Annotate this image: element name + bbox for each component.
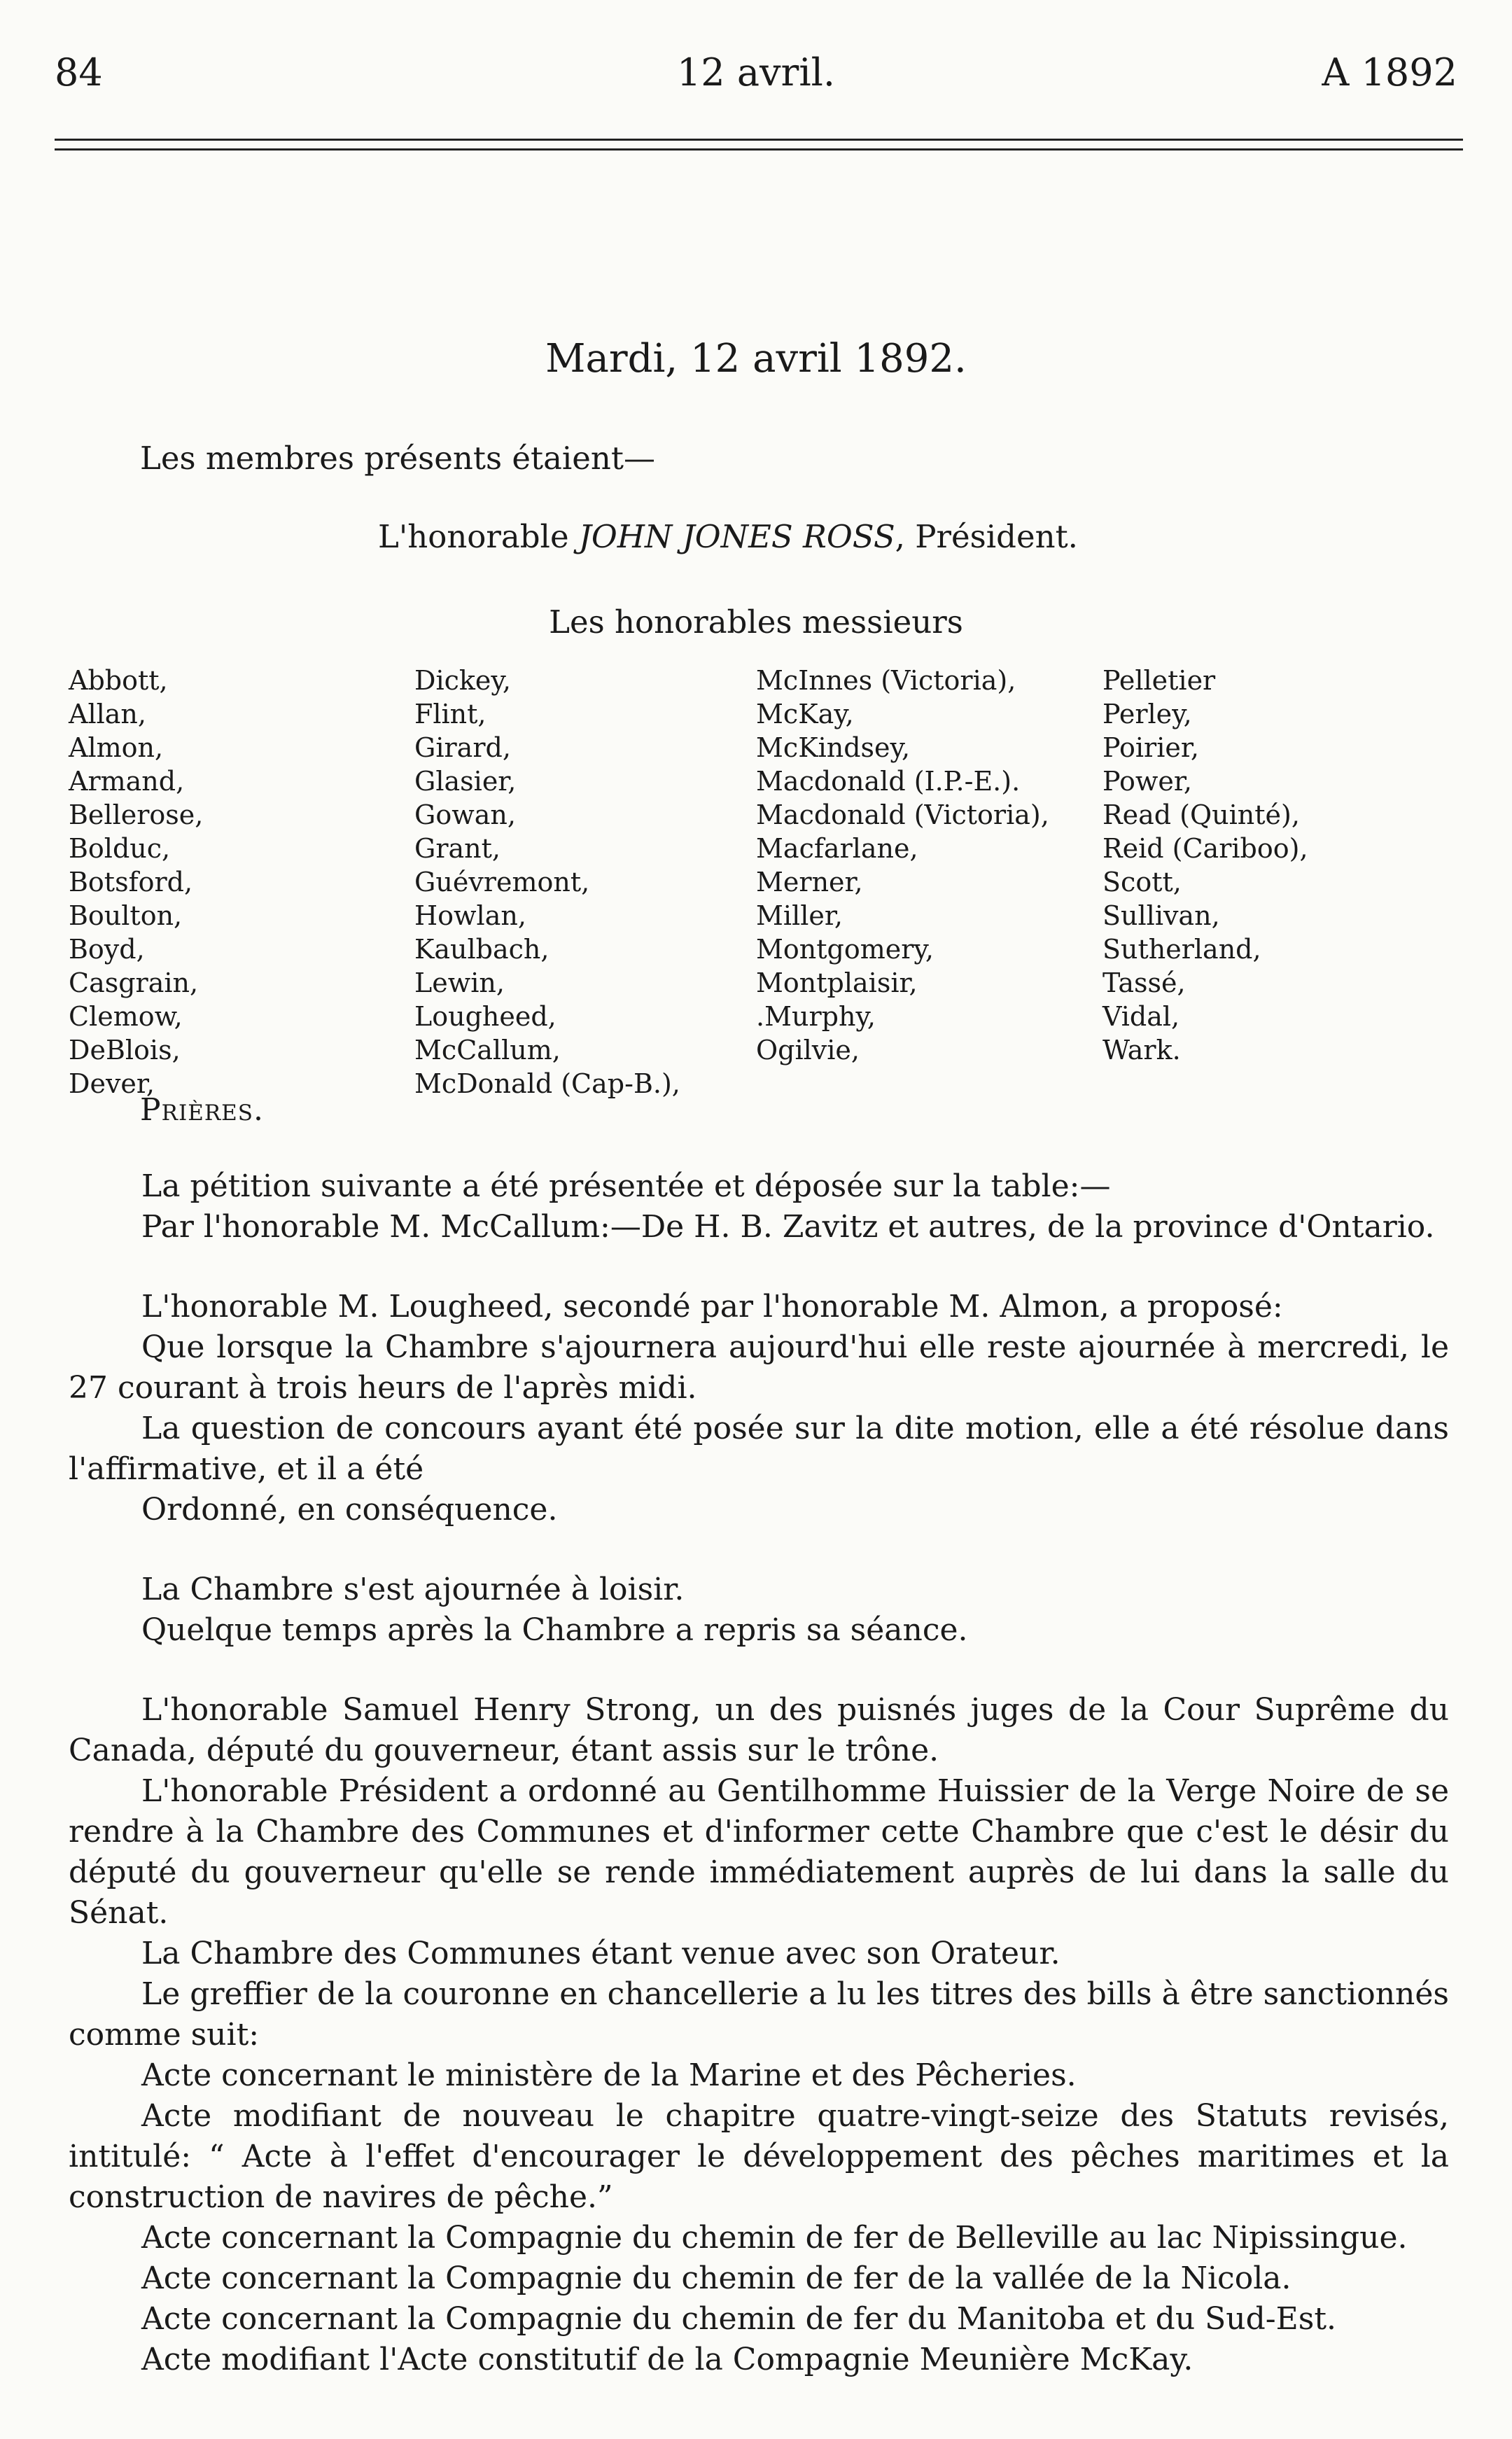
senator-name: Vidal, xyxy=(1102,1001,1180,1032)
senators-heading: Les honorables messieurs xyxy=(549,603,963,641)
paragraph: Acte concernant le ministère de la Marine et des Pêcheries. xyxy=(141,2057,1077,2093)
senator-name: Gowan, xyxy=(414,799,516,830)
paragraph-gap xyxy=(69,1530,1449,1570)
paragraph: Acte concernant la Compagnie du chemin de fer de la vallée de la Nicola. xyxy=(141,2260,1292,2296)
senator-name: Reid (Cariboo), xyxy=(1102,833,1308,864)
header-year: A 1892 xyxy=(1322,50,1457,95)
paragraph: Acte concernant la Compagnie du chemin de fer de Belleville au lac Nipissingue. xyxy=(141,2220,1408,2256)
paragraph-gap xyxy=(69,1651,1449,1690)
senator-name: Macdonald (Victoria), xyxy=(756,799,1049,830)
senator-name: Ogilvie, xyxy=(756,1035,860,1065)
paragraph: Acte modifiant de nouveau le chapitre quatre-vingt-seize des Statuts revisés, intitulé: “ Acte à l'effet d'encourager le développement des pêches maritimes et la construction de navires de pêche.” xyxy=(69,2098,1449,2215)
senator-name: Scott, xyxy=(1102,867,1182,897)
senator-name: Merner, xyxy=(756,867,863,897)
page-number: 84 xyxy=(55,50,103,95)
paragraph: Acte concernant la Compagnie du chemin de fer du Manitoba et du Sud-Est. xyxy=(141,2301,1337,2337)
paragraph: L'honorable Président a ordonné au Gentilhomme Huissier de la Verge Noire de se rendre à la Chambre des Communes et d'informer cette Chambre que c'est le désir du député du gouverneur qu'elle se rende immédiatement auprès de lui dans la salle du Sénat. xyxy=(69,1773,1449,1931)
running-header xyxy=(55,50,1457,99)
senator-name: Poirier, xyxy=(1102,732,1199,763)
senator-name: Dickey, xyxy=(414,665,511,696)
senator-name: Macfarlane, xyxy=(756,833,918,864)
senator-name: Clemow, xyxy=(69,1001,183,1032)
senator-name: Botsford, xyxy=(69,867,193,897)
paragraph: La question de concours ayant été posée sur la dite motion, elle a été résolue dans l'affirmative, et il a été xyxy=(69,1411,1449,1487)
senator-name: Allan, xyxy=(69,699,146,729)
senator-name: Guévremont, xyxy=(414,867,590,897)
senator-name: DeBlois, xyxy=(69,1035,181,1065)
senator-name: Perley, xyxy=(1102,699,1192,729)
paragraph: L'honorable M. Lougheed, secondé par l'honorable M. Almon, a proposé: xyxy=(141,1289,1283,1325)
senator-name: McCallum, xyxy=(414,1035,561,1065)
paragraph: La Chambre des Communes étant venue avec son Orateur. xyxy=(141,1936,1060,1971)
senator-name: Pelletier xyxy=(1102,665,1216,696)
president-suffix: , Président. xyxy=(895,518,1078,555)
sitting-title: Mardi, 12 avril 1892. xyxy=(545,336,967,382)
senator-name: .Murphy, xyxy=(756,1001,876,1032)
senator-name: Miller, xyxy=(756,900,843,931)
senator-name: Howlan, xyxy=(414,900,526,931)
paragraph: La pétition suivante a été présentée et déposée sur la table:— xyxy=(141,1168,1111,1204)
header-rule-top xyxy=(55,139,1463,141)
paragraph: Par l'honorable M. McCallum:—De H. B. Zavitz et autres, de la province d'Ontario. xyxy=(141,1209,1435,1245)
senator-name: Montgomery, xyxy=(756,934,934,965)
senator-name: Glasier, xyxy=(414,766,517,797)
senator-name: Dever, xyxy=(69,1068,155,1099)
senator-name: Bolduc, xyxy=(69,833,171,864)
paragraph: Ordonné, en conséquence. xyxy=(141,1492,558,1528)
senator-name: McInnes (Victoria), xyxy=(756,665,1016,696)
senator-name: Abbott, xyxy=(69,665,168,696)
header-rule-bottom xyxy=(55,148,1463,151)
senator-name: Lewin, xyxy=(414,967,505,998)
senator-column-4 xyxy=(1102,664,1308,1067)
paragraph: Acte modifiant l'Acte constitutif de la Compagnie Meunière McKay. xyxy=(141,2342,1194,2377)
senator-name: Flint, xyxy=(414,699,486,729)
senator-name: McDonald (Cap-B.), xyxy=(414,1068,680,1099)
senator-name: Macdonald (I.P.-E.). xyxy=(756,766,1021,797)
paragraph: L'honorable Samuel Henry Strong, un des puisnés juges de la Cour Suprême du Canada, député du gouverneur, étant assis sur le trône. xyxy=(69,1692,1449,1768)
senator-name: Casgrain, xyxy=(69,967,199,998)
paragraph-gap xyxy=(69,1248,1449,1287)
senator-column-1 xyxy=(69,664,203,1100)
senator-column-2 xyxy=(414,664,680,1100)
senator-name: Tassé, xyxy=(1102,967,1186,998)
senator-name: Armand, xyxy=(69,766,185,797)
senator-name: Bellerose, xyxy=(69,799,204,830)
senator-name: Boulton, xyxy=(69,900,183,931)
senator-name: Read (Quinté), xyxy=(1102,799,1300,830)
senator-name: Sutherland, xyxy=(1102,934,1261,965)
members-present-intro: Les membres présents étaient— xyxy=(140,440,655,477)
senator-name: Girard, xyxy=(414,732,511,763)
senator-name: Wark. xyxy=(1102,1035,1181,1065)
senator-name: McKindsey, xyxy=(756,732,911,763)
president-line xyxy=(378,518,1078,555)
paragraph: La Chambre s'est ajournée à loisir. xyxy=(141,1572,685,1607)
president-name: JOHN JONES ROSS xyxy=(578,518,895,555)
senator-name: Sullivan, xyxy=(1102,900,1220,931)
senator-name: Lougheed, xyxy=(414,1001,556,1032)
senator-name: Kaulbach, xyxy=(414,934,550,965)
senator-name: Power, xyxy=(1102,766,1192,797)
senator-name: Grant, xyxy=(414,833,500,864)
proceedings-text xyxy=(69,1166,1449,2380)
senator-column-3 xyxy=(756,664,1049,1067)
senator-name: McKay, xyxy=(756,699,854,729)
paragraph: Que lorsque la Chambre s'ajournera aujourd'hui elle reste ajournée à mercredi, le 27 courant à trois heurs de l'après midi. xyxy=(69,1329,1449,1406)
paragraph: Le greffier de la couronne en chancellerie a lu les titres des bills à être sanctionnés comme suit: xyxy=(69,1976,1449,2053)
paragraph: Quelque temps après la Chambre a repris sa séance. xyxy=(141,1612,968,1648)
senator-name: Boyd, xyxy=(69,934,145,965)
senator-name: Almon, xyxy=(69,732,164,763)
prayers-heading: Prières. xyxy=(140,1092,265,1128)
president-prefix: L'honorable xyxy=(378,518,579,555)
senator-name: Montplaisir, xyxy=(756,967,918,998)
header-date: 12 avril. xyxy=(676,50,836,95)
